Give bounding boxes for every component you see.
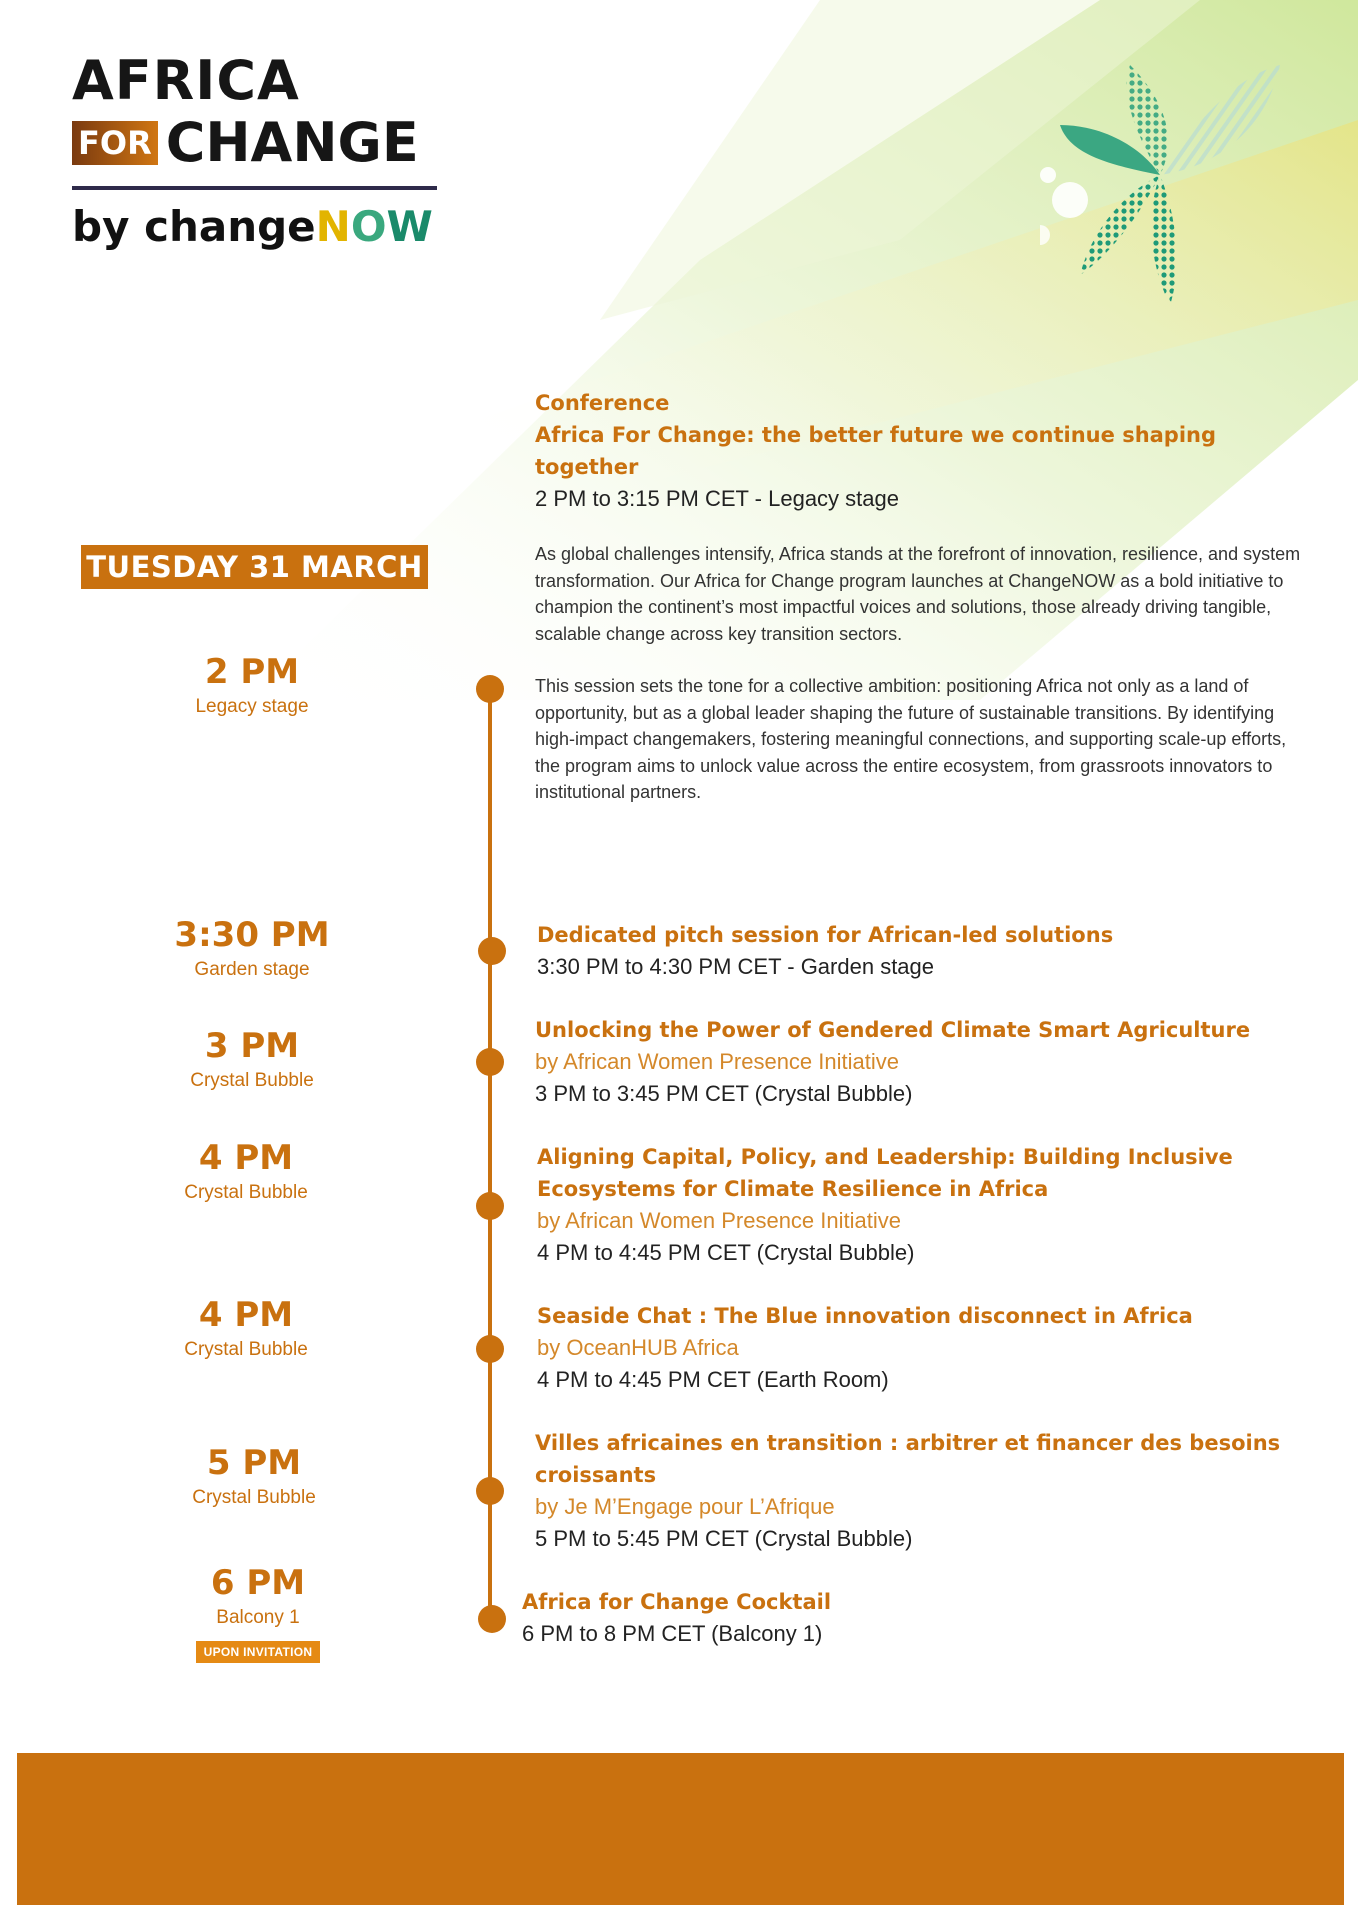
event-kind: Conference — [535, 391, 670, 415]
stage-label: Crystal Bubble — [184, 1182, 308, 1203]
event-title: Africa For Change: the better future we continue shaping together — [535, 423, 1217, 479]
stage-label: Garden stage — [194, 959, 310, 980]
time-label: 3 PM — [204, 1026, 300, 1066]
timeline-dot — [476, 1335, 504, 1363]
time-slot — [122, 652, 382, 718]
event-cocktail — [522, 1586, 1282, 1650]
event-title: Africa for Change Cocktail — [522, 1590, 832, 1614]
event-when: 4 PM to 4:45 PM CET (Earth Room) — [537, 1367, 889, 1392]
date-badge: TUESDAY 31 MARCH — [81, 545, 428, 589]
logo-by-text: by change — [72, 202, 316, 251]
logo-now-n: N — [315, 202, 351, 251]
time-label: 4 PM — [198, 1138, 294, 1178]
time-slot — [128, 1563, 388, 1663]
time-label: 3:30 PM — [174, 915, 330, 955]
time-slot — [124, 1443, 384, 1509]
logo-for-text: FOR — [72, 121, 158, 165]
stage-label: Legacy stage — [195, 696, 309, 717]
event-climate-agriculture — [535, 1014, 1315, 1110]
logo-now-o: O — [350, 202, 387, 251]
timeline-dot — [476, 1048, 504, 1076]
logo-now-w: W — [386, 202, 433, 251]
upon-invitation-badge: UPON INVITATION — [196, 1641, 321, 1663]
event-title: Villes africaines en transition : arbitrer et financer des besoins croissants — [535, 1431, 1281, 1487]
time-label: 6 PM — [210, 1563, 306, 1603]
leaf-decoration-icon — [1040, 55, 1280, 315]
time-slot — [116, 1295, 376, 1361]
timeline-dot — [478, 1605, 506, 1633]
event-title: Seaside Chat : The Blue innovation disconnect in Africa — [537, 1304, 1193, 1328]
stage-label: Crystal Bubble — [190, 1070, 314, 1091]
time-slot — [122, 915, 382, 981]
event-pitch-session — [537, 919, 1297, 983]
stage-label: Crystal Bubble — [192, 1487, 316, 1508]
stage-label: Balcony 1 — [216, 1607, 300, 1628]
time-label: 2 PM — [204, 652, 300, 692]
event-villes-africaines — [535, 1427, 1315, 1555]
stage-label: Crystal Bubble — [184, 1339, 308, 1360]
time-slot — [122, 1026, 382, 1092]
logo-divider — [72, 186, 437, 190]
logo-africa-text: AFRICA — [72, 49, 300, 112]
event-when: 3 PM to 3:45 PM CET (Crystal Bubble) — [535, 1081, 913, 1106]
logo-changenow — [72, 204, 437, 250]
event-description: This session sets the tone for a collective ambition: positioning Africa not only as a land of opportunity, but as a global leader shaping the future of sustainable transitions. By identifying high-impact changemakers, fostering meaningful connections, and supporting scale-up efforts, the program aims to unlock value across the entire ecosystem, from grassroots innovators to institutional partners. — [535, 676, 1287, 802]
event-organizer: by African Women Presence Initiative — [537, 1208, 901, 1233]
event-seaside-chat — [537, 1300, 1297, 1396]
event-title: Unlocking the Power of Gendered Climate Smart Agriculture — [535, 1018, 1251, 1042]
event-when: 2 PM to 3:15 PM CET - Legacy stage — [535, 486, 899, 511]
event-title: Dedicated pitch session for African-led solutions — [537, 923, 1114, 947]
footer-band — [17, 1753, 1344, 1905]
event-when: 6 PM to 8 PM CET (Balcony 1) — [522, 1621, 823, 1646]
time-slot — [116, 1138, 376, 1204]
event-description: As global challenges intensify, Africa stands at the forefront of innovation, resilience, and system transformation. Our Africa for Change program launches at ChangeNOW as a bold initiative to champion the continent’s most impactful voices and solutions, those already driving tangible, scalable change across key transition sectors. — [535, 544, 1301, 644]
timeline-dot — [476, 675, 504, 703]
brand-logo — [72, 49, 437, 251]
timeline-dot — [476, 1192, 504, 1220]
event-capital-policy — [537, 1141, 1277, 1269]
event-title: Aligning Capital, Policy, and Leadership: Building Inclusive Ecosystems for Climate Resilience in Africa — [537, 1145, 1233, 1201]
event-when: 3:30 PM to 4:30 PM CET - Garden stage — [537, 954, 935, 979]
event-organizer: by Je M’Engage pour L’Afrique — [535, 1494, 835, 1519]
logo-change-text: CHANGE — [165, 111, 419, 174]
event-conference — [535, 387, 1301, 806]
event-organizer: by OceanHUB Africa — [537, 1335, 739, 1360]
time-label: 5 PM — [206, 1443, 302, 1483]
event-organizer: by African Women Presence Initiative — [535, 1049, 899, 1074]
event-when: 4 PM to 4:45 PM CET (Crystal Bubble) — [537, 1240, 915, 1265]
event-when: 5 PM to 5:45 PM CET (Crystal Bubble) — [535, 1526, 913, 1551]
timeline-dot — [478, 937, 506, 965]
timeline-dot — [476, 1477, 504, 1505]
time-label: 4 PM — [198, 1295, 294, 1335]
